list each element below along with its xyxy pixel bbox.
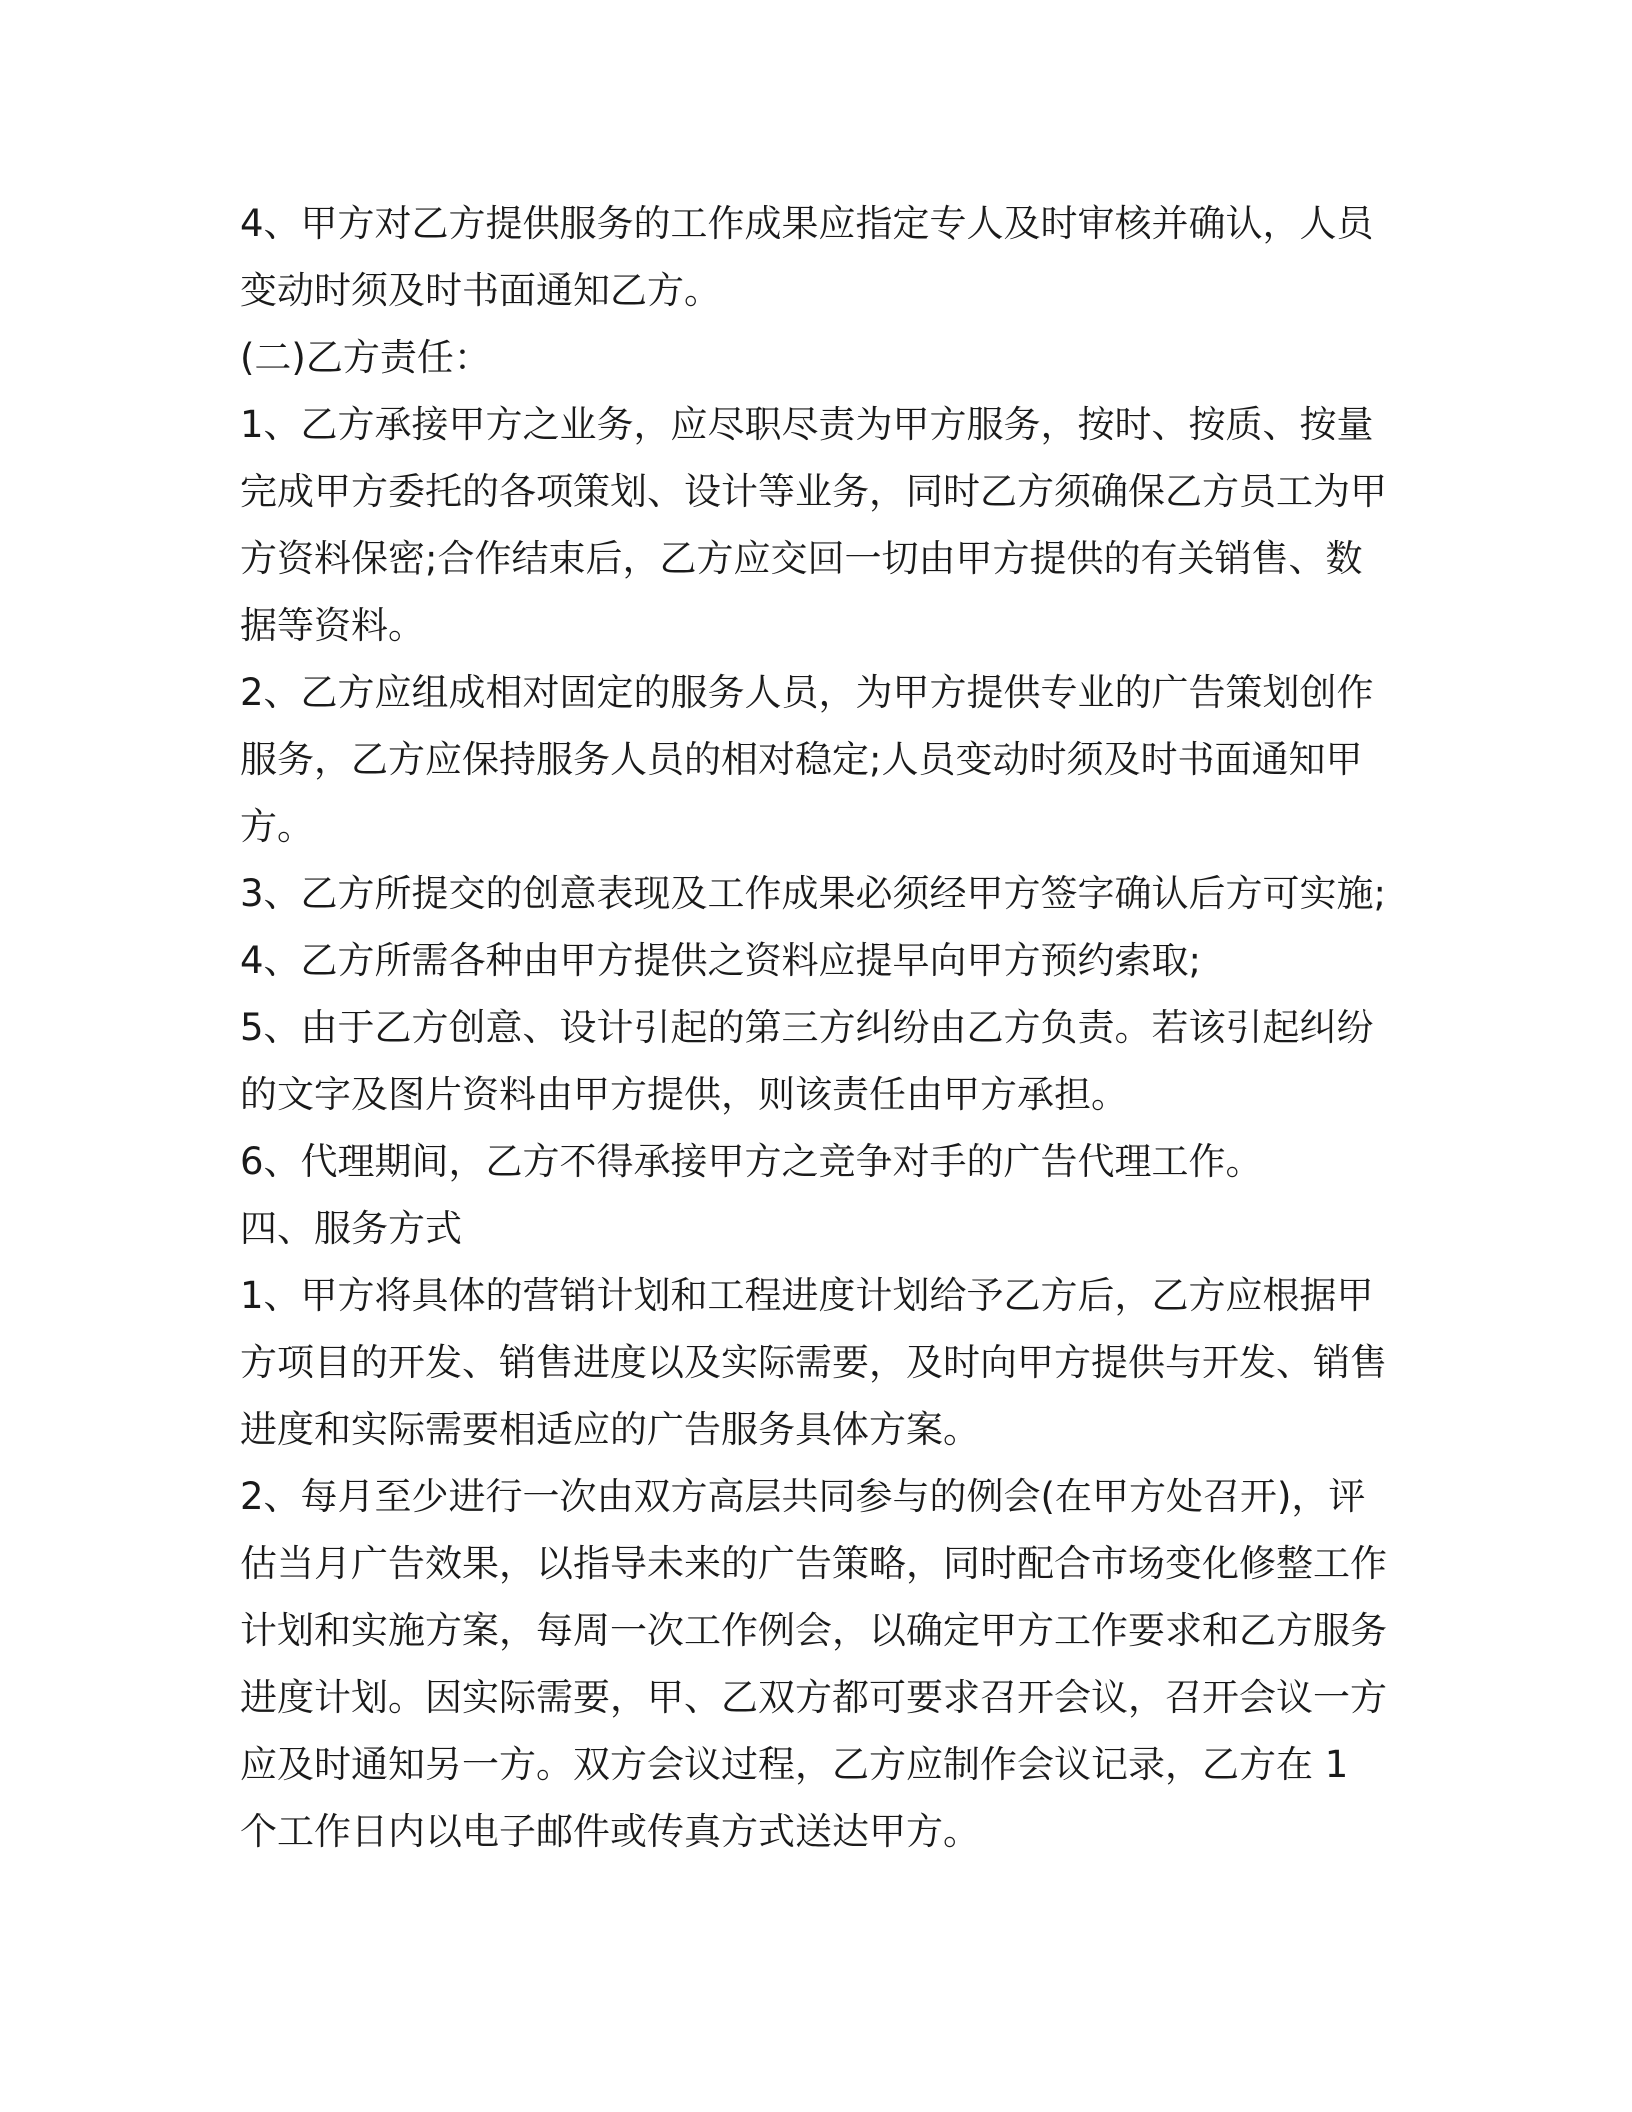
- clause-party-b-1: 1、乙方承接甲方之业务，应尽职尽责为甲方服务，按时、按质、按量完成甲方委托的各项策划、设计等业务，同时乙方须确保乙方员工为甲方资料保密;合作结束后，乙方应交回一切由甲方提供的有关销售、数据等资料。: [240, 403, 1387, 647]
- clause-party-b-5: 5、由于乙方创意、设计引起的第三方纠纷由乙方负责。若该引起纠纷的文字及图片资料由甲方提供，则该责任由甲方承担。: [240, 1006, 1374, 1116]
- clause-party-b-4: 4、乙方所需各种由甲方提供之资料应提早向甲方预约索取;: [240, 939, 1202, 982]
- section-heading-party-b-duties: (二)乙方责任：: [240, 336, 491, 379]
- clause-party-b-2: 2、乙方应组成相对固定的服务人员，为甲方提供专业的广告策划创作服务，乙方应保持服务人员的相对稳定;人员变动时须及时书面通知甲方。: [240, 671, 1374, 848]
- clause-service-2: 2、每月至少进行一次由双方高层共同参与的例会(在甲方处召开)，评估当月广告效果，以指导未来的广告策略，同时配合市场变化修整工作计划和实施方案，每周一次工作例会，以确定甲方工作要求和乙方服务进度计划。因实际需要，甲、乙双方都可要求召开会议，召开会议一方应及时通知另一方。双方会议过程，乙方应制作会议记录，乙方在 1 个工作日内以电子邮件或传真方式送达甲方。: [240, 1475, 1387, 1853]
- document-body: [240, 190, 1390, 1865]
- section-heading-service-method: 四、服务方式: [240, 1207, 462, 1250]
- clause-party-a-4: 4、甲方对乙方提供服务的工作成果应指定专人及时审核并确认，人员变动时须及时书面通知乙方。: [240, 202, 1374, 312]
- clause-party-b-3: 3、乙方所提交的创意表现及工作成果必须经甲方签字确认后方可实施;: [240, 872, 1387, 915]
- clause-service-1: 1、甲方将具体的营销计划和工程进度计划给予乙方后，乙方应根据甲方项目的开发、销售进度以及实际需要，及时向甲方提供与开发、销售进度和实际需要相适应的广告服务具体方案。: [240, 1274, 1387, 1451]
- clause-party-b-6: 6、代理期间，乙方不得承接甲方之竞争对手的广告代理工作。: [240, 1140, 1263, 1183]
